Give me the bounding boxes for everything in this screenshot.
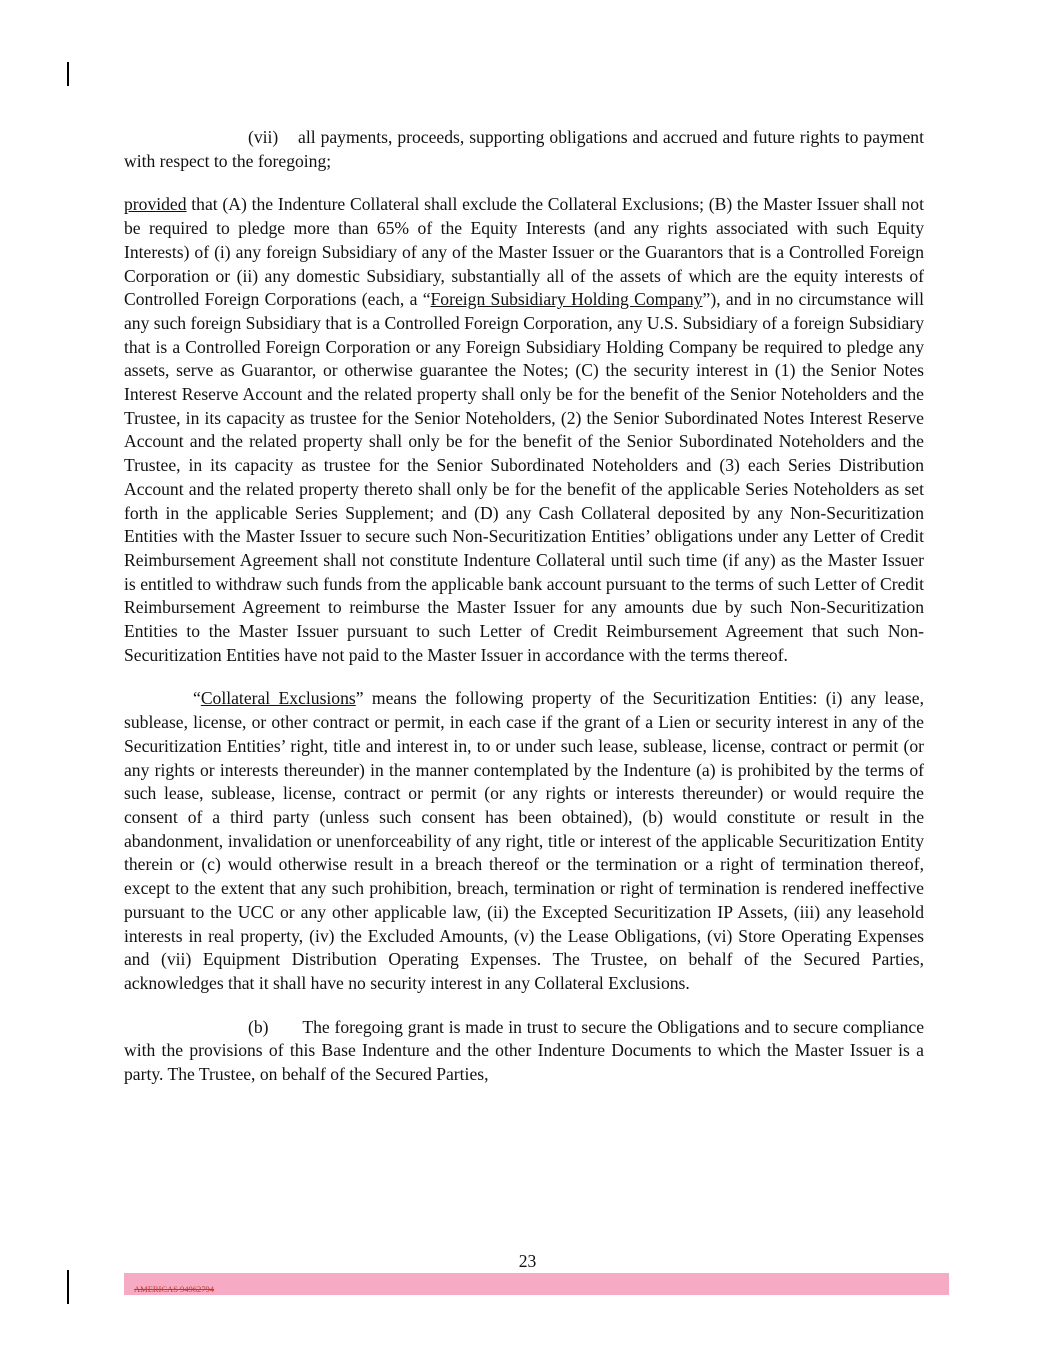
proviso-paragraph xyxy=(124,193,924,667)
paragraph-vii-number: (vii) xyxy=(248,127,279,147)
footer-highlight-bar xyxy=(124,1273,949,1295)
definition-text: ” means the following property of the Securitization Entities: (i) any lease, sublease, license, or other contract or permit, in each case if the grant of a Lien or security interest in any of the Securitization Entities’ right, title and interest in, to or under such lease, sublease, license, contract or permit (or any rights or interests thereunder) in the manner contemplated by the Indenture (a) is prohibited by the terms of such lease, sublease, license, contract or permit (or any rights or interests thereunder) or would require the consent of a third party (unless such consent has been obtained), (b) would constitute or result in the abandonment, invalidation or unenforceability of any right, title or interest of the applicable Securitization Entity therein or (c) would otherwise result in a breach thereof or the termination or a right of termination thereof, except to the extent that any such prohibition, breach, termination or right of termination is rendered ineffective pursuant to the UCC or any other applicable law, (ii) the Excepted Securitization IP Assets, (iii) any leasehold interests in real property, (iv) the Excluded Amounts, (v) the Lease Obligations, (vi) Store Operating Expenses and (vii) Equipment Distribution Operating Expenses. The Trustee, on behalf of the Secured Parties, acknowledges that it shall have no security interest in any Collateral Exclusions. xyxy=(124,688,924,993)
proviso-text-part1: that (A) the Indenture Collateral shall exclude the Collateral Exclusions; (B) the Master Issuer shall not be required to pledge more than 65% of the Equity Interests (and any rights associated with such Equity Interests) of (i) any foreign Subsidiary of any of the Master Issuer or the Guarantors that is a Controlled Foreign Corporation or (ii) any domestic Subsidiary, substantially all of the assets of which are the equity interests of Controlled Foreign Corporations (each, a “ xyxy=(124,194,924,310)
document-body xyxy=(124,126,924,1107)
proviso-lead-term: provided xyxy=(124,194,187,215)
defined-term-collateral-exclusions: Collateral Exclusions xyxy=(200,688,356,709)
proviso-text-part2: ”), and in no circumstance will any such foreign Subsidiary that is a Controlled Foreign Corporation, any U.S. Subsidiary of a foreign Subsidiary that is a Controlled Foreign Corporation or any Foreign Subsidiary Holding Company be required to pledge any assets, serve as Guarantor, or otherwise guarantee the Notes; (C) the security interest in (1) the Senior Notes Interest Reserve Account and the related property shall only be for the benefit of the Senior Noteholders and the Trustee, in its capacity as trustee for the Senior Noteholders, (2) the Senior Subordinated Notes Interest Reserve Account and the related property shall only be for the benefit of the Senior Subordinated Noteholders and the Trustee, in its capacity as trustee for the Senior Subordinated Noteholders and (3) each Series Distribution Account and the related property thereto shall only be for the benefit of the applicable Series Noteholders as set forth in the applicable Series Supplement; and (D) any Cash Collateral deposited by any Non-Securitization Entities with the Master Issuer to secure such Non-Securitization Entities’ obligations under any Letter of Credit Reimbursement Agreement shall not constitute Indenture Collateral until such time (if any) as the Master Issuer is entitled to withdraw such funds from the applicable bank account pursuant to the terms of such Letter of Credit Reimbursement Agreement to reimburse the Master Issuer for any amounts due by such Non-Securitization Entities to the Master Issuer pursuant to such Letter of Credit Reimbursement Agreement that such Non-Securitization Entities have not paid to the Master Issuer in accordance with the terms thereof. xyxy=(124,289,925,665)
page-number: 23 xyxy=(518,1251,537,1271)
definition-open-quote: “ xyxy=(193,688,201,709)
revision-change-bar-bottom xyxy=(67,1270,69,1304)
defined-term-foreign-subsidiary-holding-company: Foreign Subsidiary Holding Company xyxy=(430,289,703,310)
paragraph-b-number: (b) xyxy=(248,1016,269,1037)
paragraph-vii-text: all payments, proceeds, supporting obligations and accrued and future rights to payment with respect to the foregoing; xyxy=(124,127,924,171)
paragraph-vii xyxy=(124,126,924,173)
definition-collateral-exclusions xyxy=(124,687,924,995)
paragraph-b-text: The foregoing grant is made in trust to secure the Obligations and to secure compliance with the provisions of this Base Indenture and the other Indenture Documents to which the Master Issuer is a party. The Trustee, on behalf of the Secured Parties, xyxy=(124,1016,924,1085)
paragraph-b xyxy=(124,1016,924,1087)
footer-document-id: AMERICAS 94962794 xyxy=(134,1284,215,1294)
revision-change-bar-top xyxy=(67,62,69,86)
